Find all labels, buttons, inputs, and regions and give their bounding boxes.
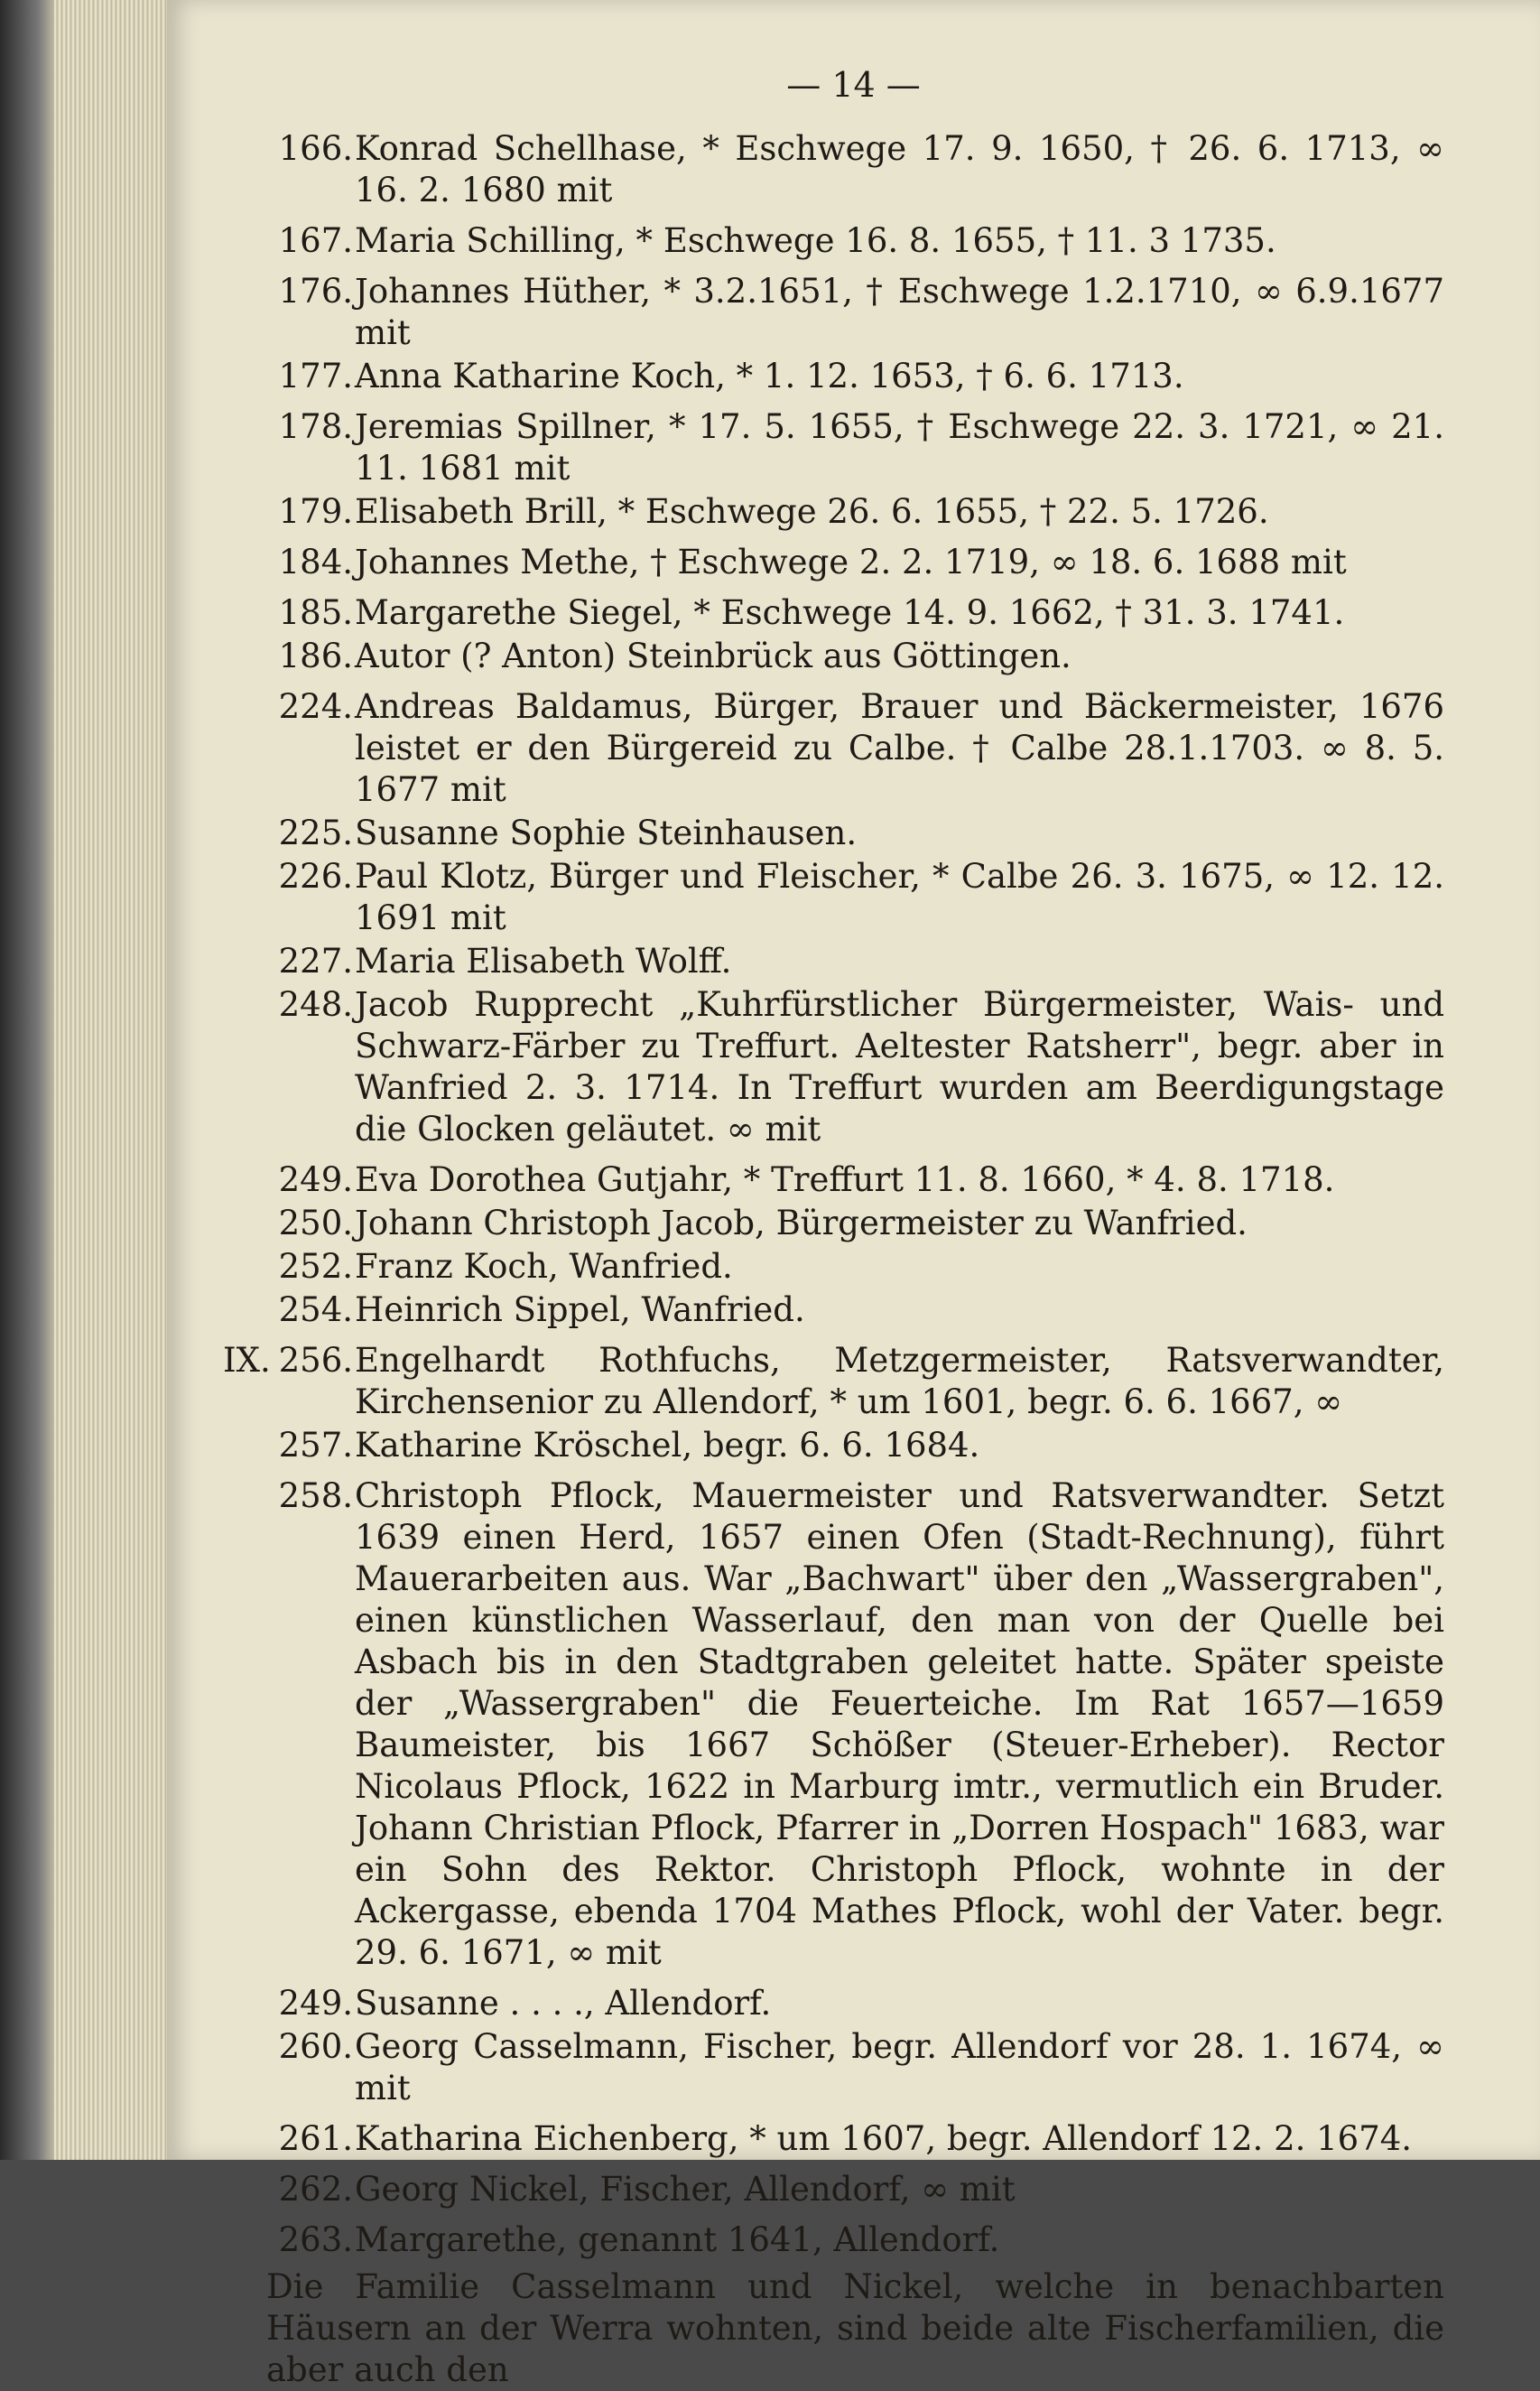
entry-number: 257. (278, 1426, 353, 1465)
entry-number: 249. (278, 1160, 353, 1199)
entry-text: Franz Koch, Wanfried. (355, 1247, 733, 1286)
entry-number: 186. (278, 637, 353, 675)
list-item (266, 2118, 1444, 2160)
list-item (266, 856, 1444, 939)
list-item (266, 220, 1444, 262)
entry-number: 224. (278, 687, 353, 726)
entry-number: 262. (278, 2170, 353, 2209)
page-edges (54, 0, 172, 2160)
entry-number: 185. (278, 593, 353, 632)
entry-number: 227. (278, 942, 353, 981)
entry-text: Johannes Hüther, * 3.2.1651, † Eschwege 1.2.1710, ∞ 6.9.1677 mit (355, 272, 1444, 352)
entry-text: Susanne . . . ., Allendorf. (355, 1984, 772, 2023)
entry-text: Konrad Schellhase, * Eschwege 17. 9. 1650, † 26. 6. 1713, ∞ 16. 2. 1680 mit (355, 129, 1444, 209)
list-item (266, 128, 1444, 211)
list-item (266, 1983, 1444, 2024)
entry-text: Margarethe, genannt 1641, Allendorf. (355, 2220, 1000, 2259)
list-item (266, 813, 1444, 854)
entry-text: Engelhardt Rothfuchs, Metzgermeister, Ratsverwandter, Kirchensenior zu Allendorf, * um 1601, begr. 6. 6. 1667, ∞ (355, 1341, 1444, 1421)
list-item (266, 1289, 1444, 1331)
entry-number: 184. (278, 543, 353, 581)
genealogy-list (223, 128, 1444, 2391)
closing-paragraph: Die Familie Casselmann und Nickel, welche in benachbarten Häusern an der Werra wohnten, sind beide alte Fischerfamilien, die aber auch den (266, 2267, 1444, 2389)
list-item (266, 2026, 1444, 2109)
entry-number: 263. (278, 2220, 353, 2259)
entry-number: 249. (278, 1984, 353, 2023)
entry-number: 250. (278, 1204, 353, 1242)
entry-text: Georg Nickel, Fischer, Allendorf, ∞ mit (355, 2170, 1016, 2209)
entry-number: 179. (278, 492, 353, 531)
entry-number: 256. (278, 1341, 353, 1380)
entry-text: Eva Dorothea Gutjahr, * Treffurt 11. 8. 1660, * 4. 8. 1718. (355, 1160, 1335, 1199)
entry-text: Andreas Baldamus, Bürger, Brauer und Bäckermeister, 1676 leistet er den Bürgereid zu Calbe. † Calbe 28.1.1703. ∞ 8. 5. 1677 mit (355, 687, 1444, 809)
entry-number: 261. (278, 2119, 353, 2158)
list-item (266, 1159, 1444, 1201)
entry-text: Margarethe Siegel, * Eschwege 14. 9. 1662, † 31. 3. 1741. (355, 593, 1345, 632)
entry-text: Jeremias Spillner, * 17. 5. 1655, † Eschwege 22. 3. 1721, ∞ 21. 11. 1681 mit (355, 407, 1444, 488)
list-item (266, 636, 1444, 677)
entry-text: Elisabeth Brill, * Eschwege 26. 6. 1655, † 22. 5. 1726. (355, 492, 1269, 531)
entry-text: Maria Elisabeth Wolff. (355, 942, 732, 981)
entry-number: 254. (278, 1290, 353, 1329)
entry-number: 226. (278, 857, 353, 896)
entry-number: 248. (278, 985, 353, 1024)
entry-text: Heinrich Sippel, Wanfried. (355, 1290, 805, 1329)
entry-number: 176. (278, 272, 353, 311)
entry-text: Georg Casselmann, Fischer, begr. Allendorf vor 28. 1. 1674, ∞ mit (355, 2027, 1444, 2107)
list-item (266, 271, 1444, 354)
entry-number: 260. (278, 2027, 353, 2066)
entry-text: Autor (? Anton) Steinbrück aus Göttingen. (355, 637, 1072, 675)
entry-number: 166. (278, 129, 353, 168)
list-item (266, 941, 1444, 982)
list-item (266, 1475, 1444, 1974)
book-spine (0, 0, 54, 2160)
entry-text: Jacob Rupprecht „Kuhrfürstlicher Bürgermeister, Wais- und Schwarz-Färber zu Treffurt. Aeltester Ratsherr", begr. aber in Wanfried 2. 3. 1714. In Treffurt wurden am Beerdigungstage die Glocken geläutet. ∞ mit (355, 985, 1444, 1149)
entry-text: Johann Christoph Jacob, Bürgermeister zu Wanfried. (355, 1204, 1248, 1242)
entry-text: Maria Schilling, * Eschwege 16. 8. 1655, † 11. 3 1735. (355, 221, 1276, 260)
entry-text: Anna Katharine Koch, * 1. 12. 1653, † 6. 6. 1713. (355, 357, 1184, 395)
book-page (167, 0, 1540, 2389)
entry-number: 177. (278, 357, 353, 395)
entry-number: 258. (278, 1476, 353, 1515)
list-item (266, 984, 1444, 1150)
list-item (266, 592, 1444, 634)
entry-text: Katharine Kröschel, begr. 6. 6. 1684. (355, 1426, 980, 1465)
page-number: — 14 — (786, 65, 921, 105)
list-item (266, 406, 1444, 489)
entry-text: Katharina Eichenberg, * um 1607, begr. Allendorf 12. 2. 1674. (355, 2119, 1413, 2158)
list-item (266, 542, 1444, 583)
list-item (266, 491, 1444, 533)
entry-text: Paul Klotz, Bürger und Fleischer, * Calbe 26. 3. 1675, ∞ 12. 12. 1691 mit (355, 857, 1444, 937)
list-item (266, 2169, 1444, 2210)
entry-text: Susanne Sophie Steinhausen. (355, 814, 858, 852)
list-item (266, 1425, 1444, 1466)
list-item (223, 1340, 1444, 1423)
entry-number: 178. (278, 407, 353, 446)
list-item (266, 2219, 1444, 2261)
entry-text: Johannes Methe, † Eschwege 2. 2. 1719, ∞ 18. 6. 1688 mit (355, 543, 1347, 581)
list-item (266, 356, 1444, 397)
entry-number: 225. (278, 814, 353, 852)
list-item (266, 1246, 1444, 1288)
entry-text: Christoph Pflock, Mauermeister und Ratsverwandter. Setzt 1639 einen Herd, 1657 einen Ofen (Stadt-Rechnung), führt Mauerarbeiten aus. War „Bachwart" über den „Wassergraben", einen künstlichen Wasserlauf, den man von der Quelle bei Asbach bis in den Stadtgraben geleitet hatte. Später speiste der „Wassergraben" die Feuerteiche. Im Rat 1657—1659 Baumeister, bis 1667 Schößer (Steuer-Erheber). Rector Nicolaus Pflock, 1622 in Marburg imtr., vermutlich ein Bruder. Johann Christian Pflock, Pfarrer in „Dorren Hospach" 1683, war ein Sohn des Rektor. Christoph Pflock, wohnte in der Ackergasse, ebenda 1704 Mathes Pflock, wohl der Vater. begr. 29. 6. 1671, ∞ mit (355, 1476, 1444, 1972)
entry-number: 167. (278, 221, 353, 260)
list-item (266, 686, 1444, 811)
entry-number: 252. (278, 1247, 353, 1286)
generation-marker: IX. (223, 1341, 271, 1380)
list-item (266, 1203, 1444, 1244)
